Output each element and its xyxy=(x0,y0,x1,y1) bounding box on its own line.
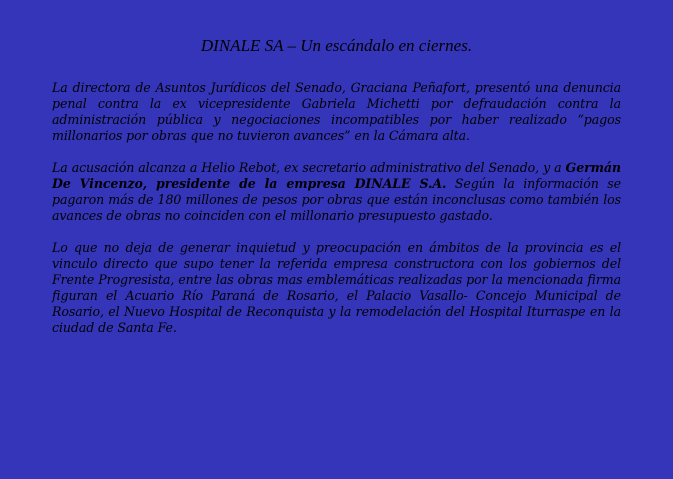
paragraph-2-intro: La acusación alcanza a Helio Rebot, ex secretario administrativo del Senado, y a xyxy=(52,160,566,175)
paragraph-1: La directora de Asuntos Jurídicos del Senado, Graciana Peñafort, presentó una denuncia penal contra la ex vicepresidente Gabriela Michetti por defraudación contra la administración pública y negociaciones incompatibles por haber realizado “pagos millonarios por obras que no tuvieron avances” en la Cámara alta. xyxy=(52,80,621,143)
paragraph-3: Lo que no deja de generar inquietud y preocupación en ámbitos de la provincia es el vinculo directo que supo tener la referida empresa constructora con los gobiernos del Frente Progresista, entre las obras mas emblemáticas realizadas por la mencionada firma figuran el Acuario Río Paraná de Rosario, el Palacio Vasallo- Concejo Municipal de Rosario, el Nuevo Hospital de Reconquista y la remodelación del Hospital Iturraspe en la ciudad de Santa Fe. xyxy=(52,240,621,335)
paragraph-2-rest: Según la información se pagaron más de 180 millones de pesos por obras que están inconclusas como también los avances de obras no coinciden con el millonario presupuesto gastado. xyxy=(52,176,621,223)
article-title: DINALE SA – Un escándalo en ciernes. xyxy=(200,36,473,55)
paragraph-2-bold: Germán De Vincenzo, presidente de la empresa DINALE S.A. xyxy=(52,160,621,191)
paragraph-2 xyxy=(52,160,621,224)
